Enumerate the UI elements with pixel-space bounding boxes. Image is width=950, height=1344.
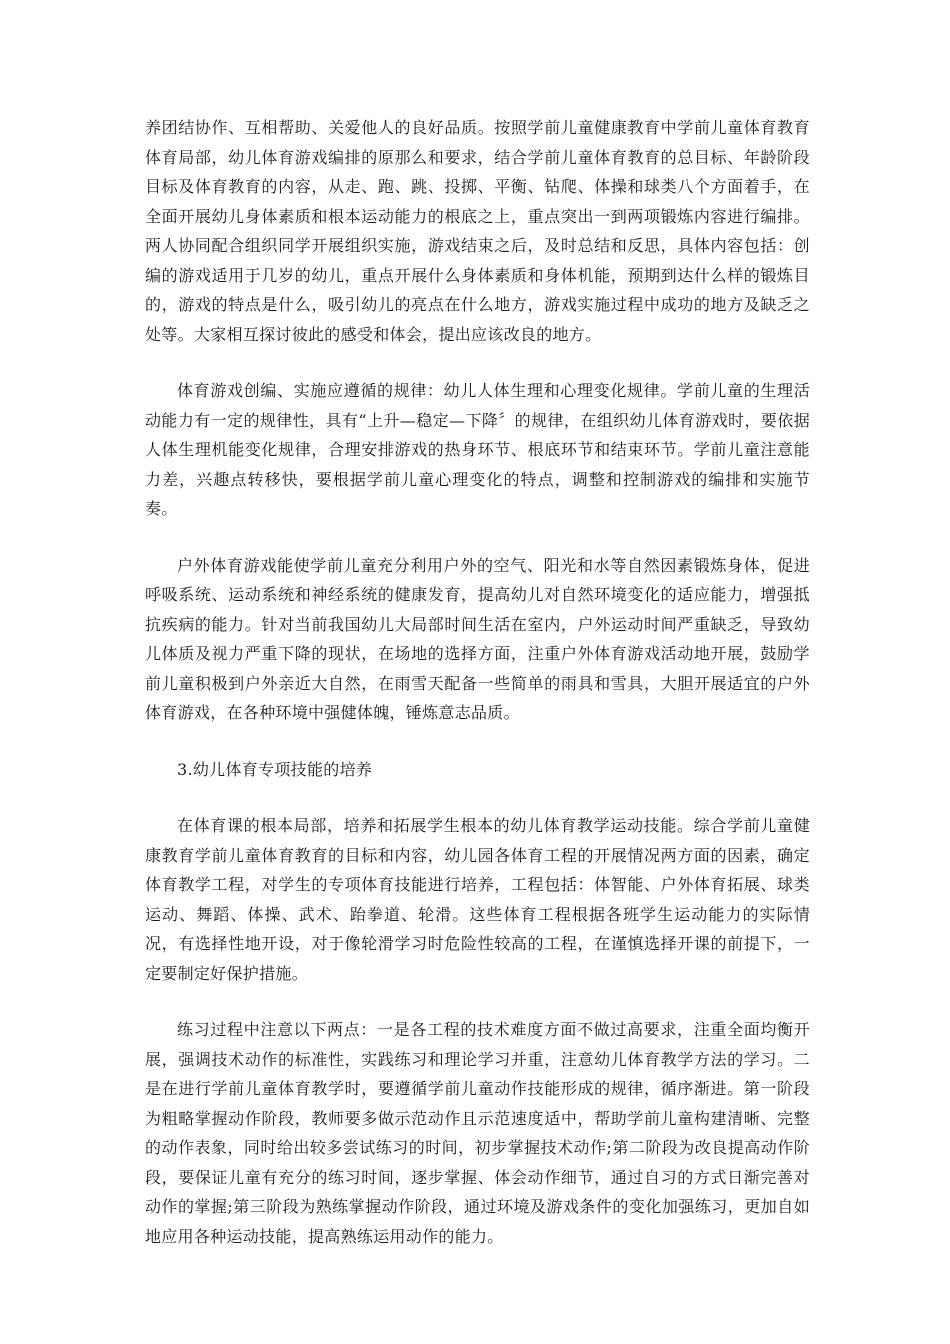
- document-body: [145, 113, 810, 1278]
- paragraph-game-design-rules: 体育游戏创编、实施应遵循的规律：幼儿人体生理和心理变化规律。学前儿童的生理活动能力有一定的规律性，具有“上升—稳定—下降〞的规律，在组织幼儿体育游戏时，要依据人体生理机能变化规律，合理安排游戏的热身环节、根底环节和结束环节。学前儿童注意能力差，兴趣点转移快，要根据学前儿童心理变化的特点，调整和控制游戏的编排和实施节奏。: [145, 381, 810, 518]
- paragraph-outdoor-games: 户外体育游戏能使学前儿童充分利用户外的空气、阳光和水等自然因素锻炼身体，促进呼吸系统、运动系统和神经系统的健康发育，提高幼儿对自然环境变化的适应能力，增强抵抗疾病的能力。针对当前我国幼儿大局部时间生活在室内，户外运动时间严重缺乏，导致幼儿体质及视力严重下降的现状，在场地的选择方面，注重户外体育游戏活动地开展，鼓励学前儿童积极到户外亲近大自然，在雨雪天配备一些简单的雨具和雪具，大胆开展适宜的户外体育游戏，在各种环境中强健体魄，锤炼意志品质。: [145, 555, 810, 722]
- paragraph-special-skills: 在体育课的根本局部，培养和拓展学生根本的幼儿体育教学运动技能。综合学前儿童健康教育学前儿童体育教育的目标和内容，幼儿园各体育工程的开展情况两方面的因素，确定体育教学工程，对学生的专项体育技能进行培养，工程包括：体智能、户外体育拓展、球类运动、舞蹈、体操、武术、跆拳道、轮滑。这些体育工程根据各班学生运动能力的实际情况，有选择性地开设，对于像轮滑学习时危险性较高的工程，在谨慎选择开课的前提下，一定要制定好保护措施。: [145, 816, 810, 983]
- paragraph-continued: 养团结协作、互相帮助、关爱他人的良好品质。按照学前儿童健康教育中学前儿童体育教育体育局部，幼儿体育游戏编排的原那么和要求，结合学前儿童体育教育的总目标、年龄阶段目标及体育教育的内容，从走、跑、跳、投掷、平衡、钻爬、体操和球类八个方面着手，在全面开展幼儿身体素质和根本运动能力的根底之上，重点突出一到两项锻炼内容进行编排。两人协同配合组织同学开展组织实施，游戏结束之后，及时总结和反思，具体内容包括：创编的游戏适用于几岁的幼儿，重点开展什么身体素质和身体机能，预期到达什么样的锻炼目的，游戏的特点是什么，吸引幼儿的亮点在什么地方，游戏实施过程中成功的地方及缺乏之处等。大家相互探讨彼此的感受和体会，提出应该改良的地方。: [145, 118, 810, 344]
- section-heading: 3.幼儿体育专项技能的培养: [177, 759, 373, 779]
- paragraph-practice-notes: 练习过程中注意以下两点：一是各工程的技术难度方面不做过高要求，注重全面均衡开展，强调技术动作的标准性，实践练习和理论学习并重，注意幼儿体育教学方法的学习。二是在进行学前儿童体育教学时，要遵循学前儿童动作技能形成的规律，循序渐进。第一阶段为粗略掌握动作阶段，教师要多做示范动作且示范速度适中，帮助学前儿童构建清晰、完整的动作表象，同时给出较多尝试练习的时间，初步掌握技术动作;第二阶段为改良提高动作阶段，要保证儿童有充分的练习时间，逐步掌握、体会动作细节，通过自习的方式日渐完善对动作的掌握;第三阶段为熟练掌握动作阶段，通过环境及游戏条件的变化加强练习，更加自如地应用各种运动技能，提高熟练运用动作的能力。: [145, 1020, 810, 1246]
